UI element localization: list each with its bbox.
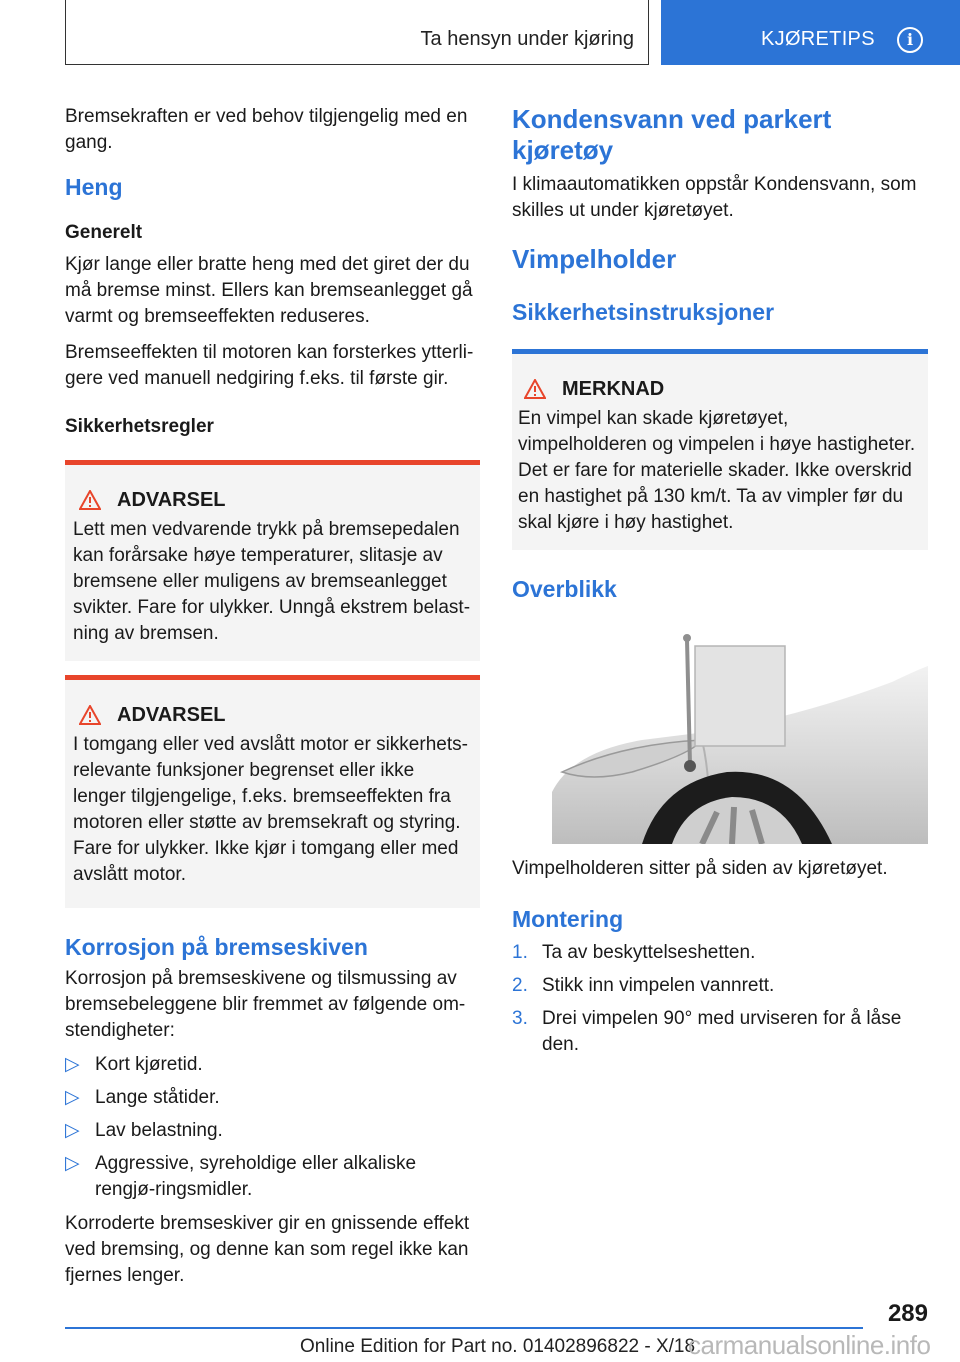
- kondens-paragraph: I klimaautomatikken oppstår Kondensvann, som skilles ut under kjøretøyet.: [512, 174, 917, 221]
- note-text: En vimpel kan skade kjøretøyet, vimpelholderen og vimpelen i høye hastigheter. Det er fare for materielle skader. Ikke overskrid en hastighet på 130 km/t. Ta av vimpler før du skal kjøre i høy hastighet.: [518, 408, 916, 533]
- info-icon[interactable]: i: [897, 27, 923, 53]
- generelt-heading: Generelt: [65, 222, 143, 243]
- bullet-triangle-icon: ▷: [65, 1120, 80, 1141]
- bullet-triangle-icon: ▷: [65, 1054, 80, 1075]
- right-column: [512, 104, 928, 1065]
- header-section-title: Ta hensyn under kjøring: [420, 28, 634, 50]
- korrosjon-bullet-list: [65, 1052, 480, 1203]
- intro-paragraph: Bremsekraften er ved behov tilgjengelig med en gang.: [65, 106, 468, 153]
- korrosjon-outro: Korroderte bremseskiver gir en gnissende effekt ved bremsing, og denne kan som regel ikke kan fjernes lenger.: [65, 1213, 470, 1286]
- korrosjon-heading: Korrosjon på bremseskiven: [65, 934, 368, 960]
- warning-box-2: [65, 675, 480, 908]
- warning-box-1: [65, 460, 480, 661]
- warning-triangle-icon: [79, 705, 101, 725]
- footer-edition: Online Edition for Part no. 01402896822 - X/18: [300, 1336, 696, 1357]
- illustration-caption: Vimpelholderen sitter på siden av kjøretøyet.: [512, 858, 888, 879]
- korrosjon-intro: Korrosjon på bremseskivene og tilsmussing av bremsebeleggene blir fremmet av følgende om-stendigheter:: [65, 968, 466, 1041]
- montering-steps: [512, 940, 928, 1058]
- list-item: 1. Ta av beskyttelseshetten.: [512, 940, 928, 966]
- bullet-triangle-icon: ▷: [65, 1087, 80, 1108]
- bullet-triangle-icon: ▷: [65, 1153, 80, 1174]
- car-fender-image: [512, 622, 928, 844]
- list-item: ▷ Lange ståtider.: [65, 1085, 480, 1111]
- warning-title: ADVARSEL: [117, 489, 226, 511]
- warning-text: I tomgang eller ved avslått motor er sikkerhets-relevante funksjoner begrenset eller ikke lenger tilgjengelige, f.eks. bremseeffekten fra motoren eller støtte av bremsekraft og styring. Fare for ulykker. Ikke kjør i tomgang eller med avslått motor.: [73, 734, 468, 885]
- step-number: 3.: [512, 1008, 528, 1029]
- watermark: carmanualsonline.info: [688, 1330, 931, 1360]
- list-item: ▷ Aggressive, syreholdige eller alkaliske rengjø-ringsmidler.: [65, 1153, 417, 1200]
- note-title: MERKNAD: [562, 378, 665, 400]
- step-number: 1.: [512, 942, 528, 963]
- sikkerhet-heading: Sikkerhetsinstruksjoner: [512, 299, 775, 325]
- header-chapter-title: KJØRETIPS: [761, 28, 875, 50]
- header-section-box: [65, 0, 649, 65]
- sikkerhetsregler-heading: Sikkerhetsregler: [65, 416, 214, 437]
- list-item: 2. Stikk inn vimpelen vannrett.: [512, 973, 928, 999]
- warning-title: ADVARSEL: [117, 704, 226, 726]
- page-number: 289: [887, 1300, 928, 1327]
- warning-text: Lett men vedvarende trykk på bremsepedalen kan forårsake høye temperaturer, slitasje av bremsene eller muligens av bremseanlegget svikter. Fare for ulykker. Unngå ekstrem belast-ning av bremsen.: [73, 519, 471, 644]
- generelt-paragraph-2: Bremseeffekten til motoren kan forsterkes ytterli-gere ved manuell nedgiring f.eks. til første gir.: [65, 342, 474, 389]
- note-box: [512, 349, 928, 550]
- heng-heading: Heng: [65, 174, 123, 200]
- list-item: 3. Drei vimpelen 90° med urviseren for å låse den.: [512, 1008, 902, 1055]
- footer-divider: [65, 1327, 863, 1329]
- list-item: ▷ Kort kjøretid.: [65, 1052, 480, 1078]
- generelt-paragraph-1: Kjør lange eller bratte heng med det giret der du må bremse minst. Ellers kan bremseanlegget gå varmt og bremseeffekten reduseres.: [65, 254, 473, 327]
- list-item: ▷ Lav belastning.: [65, 1118, 480, 1144]
- pennant-holder-illustration: [512, 622, 928, 844]
- warning-triangle-icon: [524, 379, 546, 399]
- warning-triangle-icon: [79, 490, 101, 510]
- vimpel-heading: Vimpelholder: [512, 244, 677, 274]
- left-column: [65, 104, 480, 1299]
- step-number: 2.: [512, 975, 528, 996]
- kondens-heading: Kondensvann ved parkert kjøretøy: [512, 104, 832, 165]
- montering-heading: Montering: [512, 906, 624, 932]
- overblikk-heading: Overblikk: [512, 576, 617, 602]
- header-chapter-tab[interactable]: [661, 0, 960, 65]
